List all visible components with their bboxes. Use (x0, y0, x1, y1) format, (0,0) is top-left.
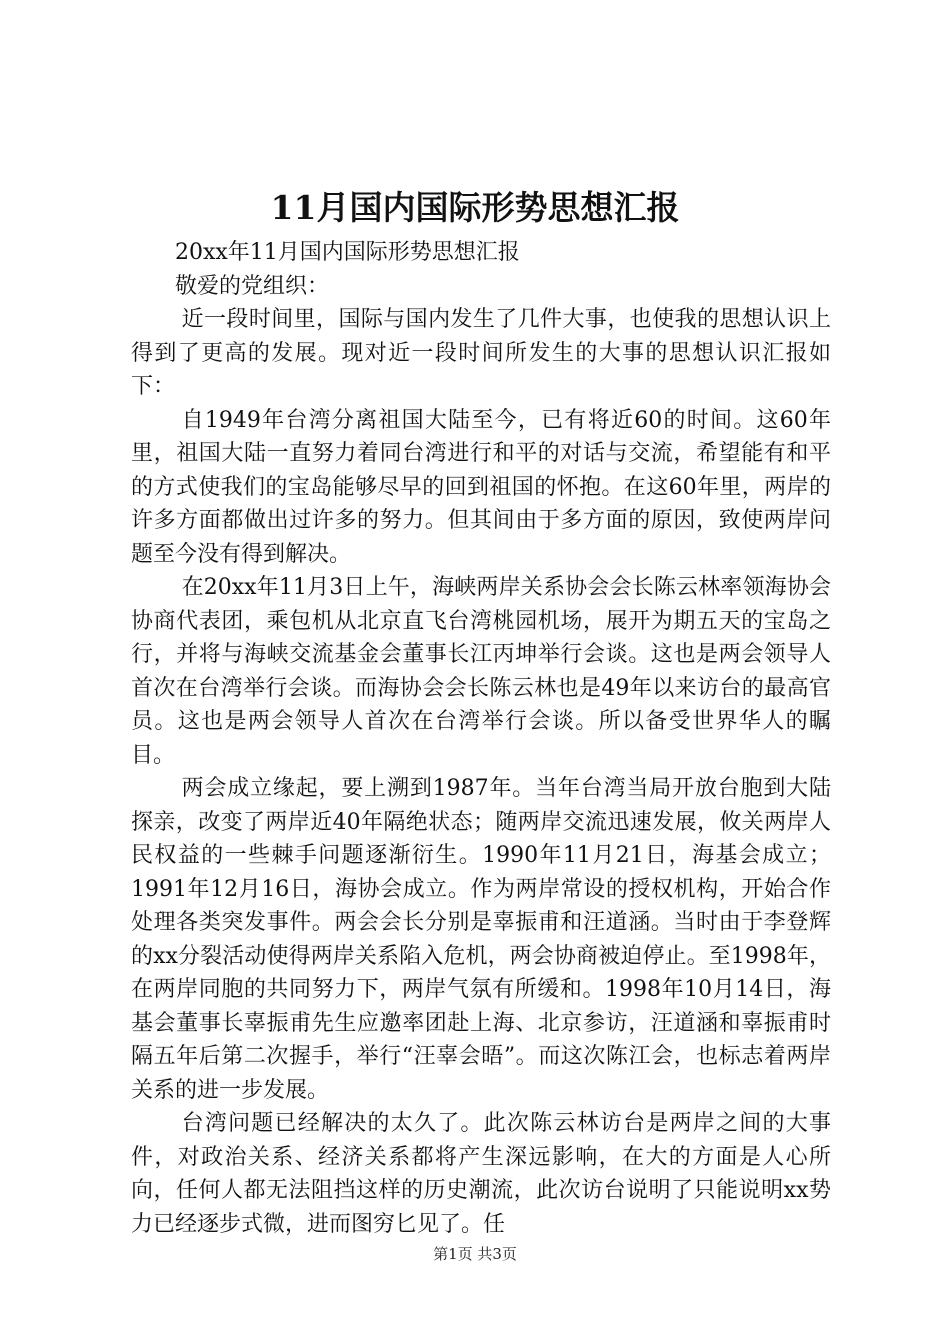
page-footer: 第1页 共3页 (433, 1245, 517, 1263)
paragraph-origin: 两会成立缘起，要上溯到1987年。当年台湾当局开放台胞到大陆探亲，改变了两岸近40年隔绝状态；随两岸交流迅速发展，攸关两岸人民权益的一些棘手问题逐渐衍生。1990年11月21日，海基会成立；1991年12月16日，海协会成立。作为两岸常设的授权机构，开始合作处理各类突发事件。两会会长分别是辜振甫和汪道涵。当时由于李登辉的xx分裂活动使得两岸关系陷入危机，两会协商被迫停止。至1998年，在两岸同胞的共同努力下，两岸气氛有所缓和。1998年10月14日，海基会董事长辜振甫先生应邀率团赴上海、北京参访，汪道涵和辜振甫时隔五年后第二次握手，举行“汪辜会晤”。而这次陈江会，也标志着两岸关系的进一步发展。 (131, 776, 831, 1103)
paragraph-salutation: 敬爱的党组织： (175, 273, 330, 299)
paragraph-visit: 在20xx年11月3日上午，海峡两岸关系协会会长陈云林率领海协会协商代表团，乘包机从北京直飞台湾桃园机场，展开为期五天的宝岛之行，并将与海峡交流基金会董事长江丙坤举行会谈。这也是两会领导人首次在台湾举行会谈。而海协会会长陈云林也是49年以来访台的最高官员。这也是两会领导人首次在台湾举行会谈。所以备受世界华人的瞩目。 (131, 575, 831, 768)
document-body (131, 236, 831, 1241)
paragraph-subtitle: 20xx年11月国内国际形势思想汇报 (175, 240, 520, 265)
paragraph-history: 自1949年台湾分离祖国大陆至今，已有将近60的时间。这60年里，祖国大陆一直努力着同台湾进行和平的对话与交流，希望能有和平的方式使我们的宝岛能够尽早的回到祖国的怀抱。在这60年里，两岸的许多方面都做出过许多的努力。但其间由于多方面的原因，致使两岸问题至今没有得到解决。 (131, 407, 831, 567)
paragraph-significance: 台湾问题已经解决的太久了。此次陈云林访台是两岸之间的大事件，对政治关系、经济关系都将产生深远影响，在大的方面是人心所向，任何人都无法阻挡这样的历史潮流，此次访台说明了只能说明xx势力已经逐步式微，进而图穷匕见了。任 (131, 1111, 831, 1237)
paragraph-intro: 近一段时间里，国际与国内发生了几件大事，也使我的思想认识上得到了更高的发展。现对近一段时间所发生的大事的思想认识汇报如下： (131, 307, 831, 399)
document-title: 11月国内国际形势思想汇报 (270, 188, 680, 227)
